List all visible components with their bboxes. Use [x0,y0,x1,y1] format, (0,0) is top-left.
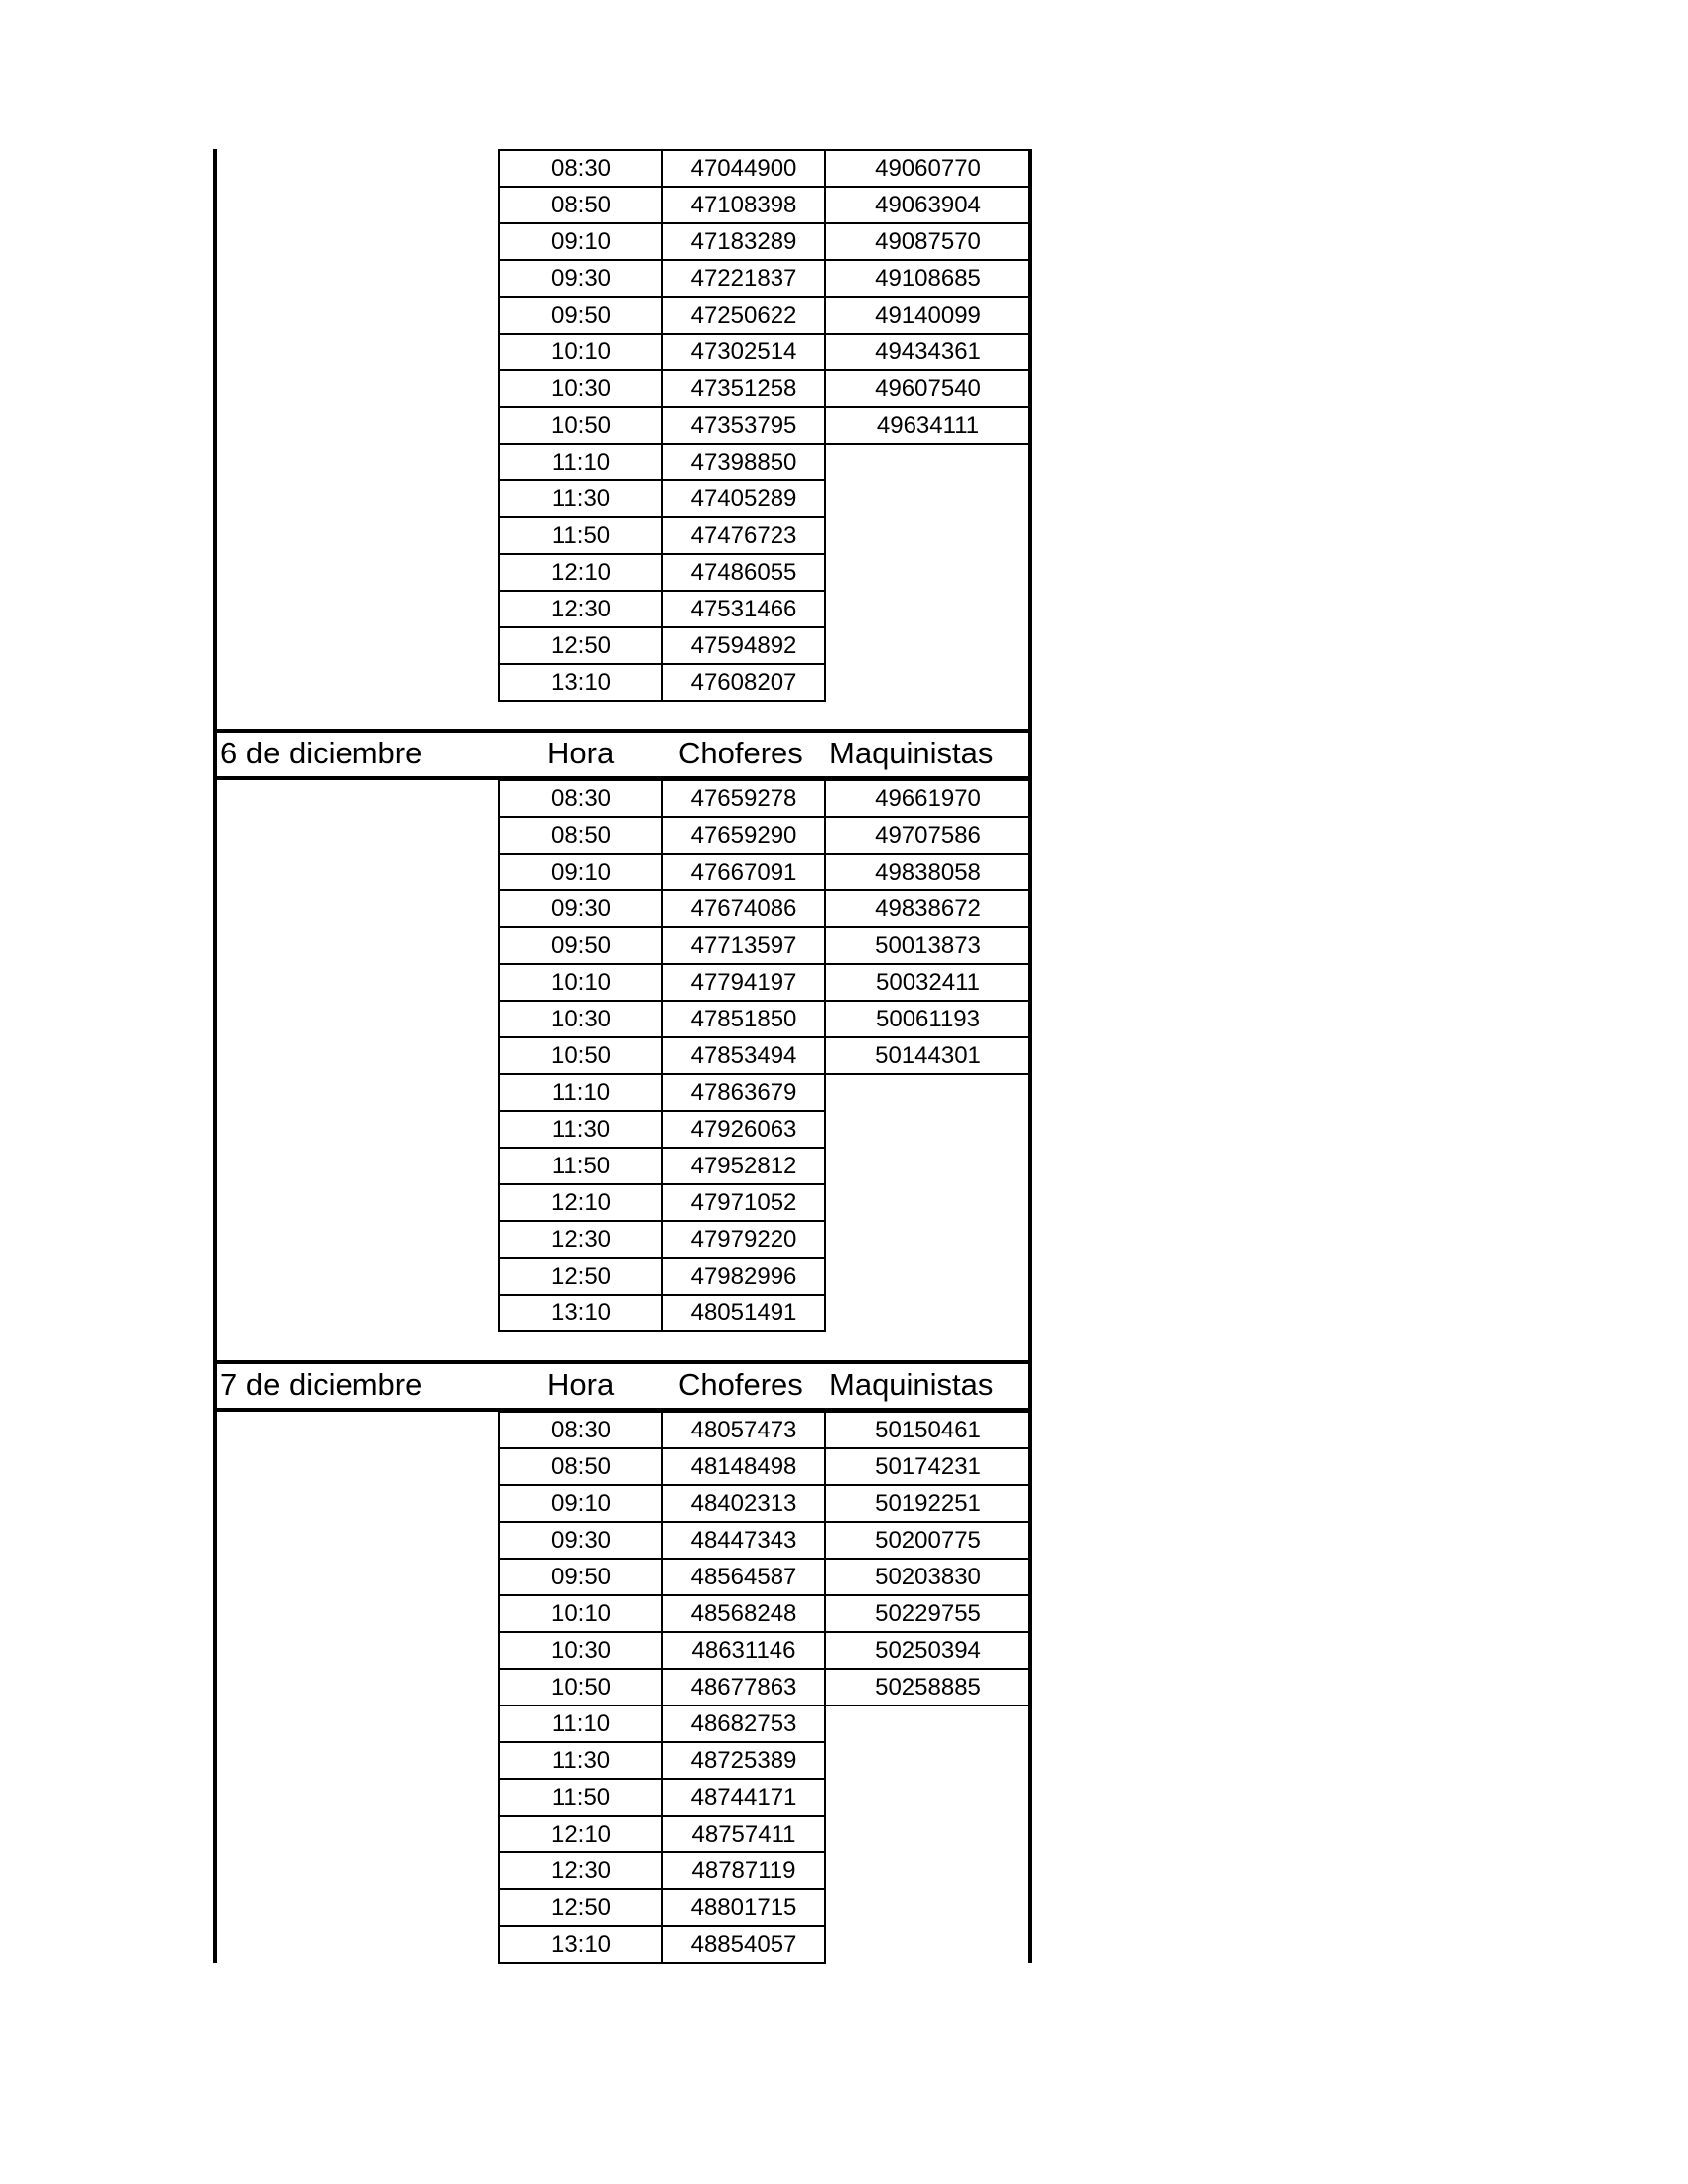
maquinistas-cell [825,444,1031,480]
table-row [499,927,1031,964]
hora-cell: 11:30 [499,1111,662,1148]
choferes-cell: 48801715 [662,1889,825,1926]
table-row [499,890,1031,927]
maquinistas-cell [825,1148,1031,1184]
maquinistas-cell: 49087570 [825,223,1031,260]
choferes-cell: 47851850 [662,1001,825,1037]
table-row [499,1522,1031,1559]
maquinistas-cell: 49060770 [825,150,1031,187]
table-row [499,223,1031,260]
choferes-cell: 47531466 [662,591,825,627]
hora-cell: 11:30 [499,480,662,517]
maquinistas-cell [825,627,1031,664]
table-row [499,1448,1031,1485]
choferes-cell: 47863679 [662,1074,825,1111]
hora-cell: 09:50 [499,297,662,334]
choferes-cell: 47183289 [662,223,825,260]
choferes-cell: 48854057 [662,1926,825,1963]
maquinistas-cell [825,1706,1031,1742]
table-row [499,780,1031,817]
choferes-cell: 47952812 [662,1148,825,1184]
table-row [499,664,1031,701]
choferes-cell: 47302514 [662,334,825,370]
table-row [499,150,1031,187]
table-row [499,1258,1031,1295]
choferes-cell: 48057473 [662,1412,825,1448]
table-row [499,1669,1031,1706]
table-row [499,1559,1031,1595]
choferes-cell: 47926063 [662,1111,825,1148]
hora-header: Hora [547,736,615,770]
choferes-cell: 47674086 [662,890,825,927]
left-border [213,149,217,1963]
table-row [499,1111,1031,1148]
choferes-cell: 48148498 [662,1448,825,1485]
choferes-cell: 47221837 [662,260,825,297]
hora-cell: 10:50 [499,1037,662,1074]
hora-cell: 09:30 [499,1522,662,1559]
hora-cell: 10:50 [499,407,662,444]
hora-cell: 11:50 [499,517,662,554]
hora-cell: 08:30 [499,780,662,817]
table-row [499,627,1031,664]
table-row [499,1632,1031,1669]
table-row [499,517,1031,554]
table-row [499,1412,1031,1448]
hora-header: Hora [547,1367,615,1402]
hora-cell: 11:50 [499,1779,662,1816]
table-row [499,1001,1031,1037]
hora-cell: 09:30 [499,260,662,297]
maquinistas-cell [825,1742,1031,1779]
choferes-cell: 47486055 [662,554,825,591]
hora-cell: 10:10 [499,1595,662,1632]
choferes-cell: 47405289 [662,480,825,517]
maquinistas-cell: 50061193 [825,1001,1031,1037]
maquinistas-cell: 49140099 [825,297,1031,334]
hora-cell: 08:30 [499,150,662,187]
choferes-cell: 48402313 [662,1485,825,1522]
maquinistas-cell: 50192251 [825,1485,1031,1522]
hora-cell: 13:10 [499,1926,662,1963]
choferes-cell: 47971052 [662,1184,825,1221]
choferes-cell: 48744171 [662,1779,825,1816]
hora-cell: 08:50 [499,1448,662,1485]
choferes-cell: 47979220 [662,1221,825,1258]
maquinistas-cell: 49108685 [825,260,1031,297]
hora-cell: 10:30 [499,370,662,407]
table-row [499,964,1031,1001]
hora-cell: 08:50 [499,817,662,854]
choferes-cell: 47594892 [662,627,825,664]
choferes-cell: 48568248 [662,1595,825,1632]
table-row [499,1037,1031,1074]
hora-cell: 12:30 [499,1852,662,1889]
hora-cell: 09:50 [499,927,662,964]
maquinistas-cell [825,480,1031,517]
hora-cell: 10:30 [499,1632,662,1669]
hora-cell: 08:30 [499,1412,662,1448]
hora-cell: 11:10 [499,1706,662,1742]
choferes-cell: 48725389 [662,1742,825,1779]
hora-cell: 09:10 [499,854,662,890]
choferes-cell: 47476723 [662,517,825,554]
choferes-header: Choferes [678,736,803,770]
maquinistas-cell: 50229755 [825,1595,1031,1632]
table-row [499,817,1031,854]
schedule-table-dec-7 [498,1411,1032,1964]
choferes-cell: 47667091 [662,854,825,890]
section-divider-top [213,729,1032,733]
maquinistas-cell: 49607540 [825,370,1031,407]
maquinistas-cell: 50174231 [825,1448,1031,1485]
choferes-cell: 47250622 [662,297,825,334]
choferes-cell: 47659290 [662,817,825,854]
maquinistas-cell [825,1295,1031,1331]
choferes-cell: 47044900 [662,150,825,187]
hora-cell: 12:10 [499,1816,662,1852]
choferes-cell: 47108398 [662,187,825,223]
schedule-table-continued [498,149,1032,702]
maquinistas-cell [825,1074,1031,1111]
hora-cell: 11:30 [499,1742,662,1779]
maquinistas-cell [825,664,1031,701]
hora-cell: 12:30 [499,591,662,627]
maquinistas-cell [825,1258,1031,1295]
hora-cell: 10:10 [499,964,662,1001]
hora-cell: 09:30 [499,890,662,927]
choferes-cell: 47353795 [662,407,825,444]
table-row [499,1221,1031,1258]
hora-cell: 13:10 [499,664,662,701]
choferes-header: Choferes [678,1367,803,1402]
maquinistas-cell: 50250394 [825,1632,1031,1669]
table-row [499,1706,1031,1742]
choferes-cell: 48564587 [662,1559,825,1595]
maquinistas-cell [825,1111,1031,1148]
choferes-cell: 48051491 [662,1295,825,1331]
choferes-cell: 47794197 [662,964,825,1001]
table-row [499,297,1031,334]
maquinistas-header: Maquinistas [829,736,994,770]
maquinistas-cell [825,1889,1031,1926]
maquinistas-cell [825,1852,1031,1889]
maquinistas-cell: 50150461 [825,1412,1031,1448]
table-row [499,1595,1031,1632]
maquinistas-cell [825,517,1031,554]
choferes-cell: 47351258 [662,370,825,407]
maquinistas-cell [825,591,1031,627]
table-row [499,1926,1031,1963]
maquinistas-cell: 50144301 [825,1037,1031,1074]
hora-cell: 12:50 [499,1889,662,1926]
choferes-cell: 48447343 [662,1522,825,1559]
maquinistas-cell: 49707586 [825,817,1031,854]
hora-cell: 10:50 [499,1669,662,1706]
hora-cell: 11:10 [499,444,662,480]
maquinistas-cell [825,554,1031,591]
maquinistas-cell: 49838058 [825,854,1031,890]
table-row [499,1148,1031,1184]
table-row [499,1852,1031,1889]
table-row [499,1184,1031,1221]
table-row [499,1295,1031,1331]
choferes-cell: 48787119 [662,1852,825,1889]
hora-cell: 12:50 [499,627,662,664]
hora-cell: 12:10 [499,1184,662,1221]
choferes-cell: 47398850 [662,444,825,480]
hora-cell: 10:10 [499,334,662,370]
table-row [499,1074,1031,1111]
hora-cell: 13:10 [499,1295,662,1331]
hora-cell: 12:10 [499,554,662,591]
table-row [499,260,1031,297]
section-date-label: 6 de diciembre [220,736,423,770]
maquinistas-cell: 49434361 [825,334,1031,370]
hora-cell: 12:50 [499,1258,662,1295]
maquinistas-cell [825,1221,1031,1258]
table-row [499,591,1031,627]
choferes-cell: 47853494 [662,1037,825,1074]
maquinistas-cell: 50032411 [825,964,1031,1001]
maquinistas-cell [825,1816,1031,1852]
hora-cell: 09:10 [499,1485,662,1522]
hora-cell: 12:30 [499,1221,662,1258]
maquinistas-cell: 50203830 [825,1559,1031,1595]
maquinistas-cell: 49838672 [825,890,1031,927]
table-row [499,854,1031,890]
section-date-label: 7 de diciembre [220,1367,423,1402]
table-row [499,444,1031,480]
maquinistas-cell: 49634111 [825,407,1031,444]
table-row [499,1889,1031,1926]
choferes-cell: 48677863 [662,1669,825,1706]
hora-cell: 09:50 [499,1559,662,1595]
maquinistas-cell: 49063904 [825,187,1031,223]
table-row [499,1816,1031,1852]
maquinistas-cell [825,1779,1031,1816]
section-divider-top [213,1360,1032,1364]
choferes-cell: 48757411 [662,1816,825,1852]
hora-cell: 08:50 [499,187,662,223]
table-row [499,370,1031,407]
maquinistas-cell [825,1926,1031,1963]
schedule-table-dec-6 [498,779,1032,1332]
maquinistas-cell: 50258885 [825,1669,1031,1706]
maquinistas-cell: 50200775 [825,1522,1031,1559]
maquinistas-cell: 49661970 [825,780,1031,817]
choferes-cell: 47659278 [662,780,825,817]
table-row [499,554,1031,591]
maquinistas-cell [825,1184,1031,1221]
choferes-cell: 47713597 [662,927,825,964]
table-row [499,1742,1031,1779]
hora-cell: 10:30 [499,1001,662,1037]
table-row [499,1779,1031,1816]
table-row [499,334,1031,370]
table-row [499,187,1031,223]
choferes-cell: 47608207 [662,664,825,701]
table-row [499,480,1031,517]
hora-cell: 09:10 [499,223,662,260]
table-row [499,1485,1031,1522]
hora-cell: 11:50 [499,1148,662,1184]
choferes-cell: 48682753 [662,1706,825,1742]
table-row [499,407,1031,444]
maquinistas-cell: 50013873 [825,927,1031,964]
hora-cell: 11:10 [499,1074,662,1111]
choferes-cell: 48631146 [662,1632,825,1669]
maquinistas-header: Maquinistas [829,1367,994,1402]
choferes-cell: 47982996 [662,1258,825,1295]
